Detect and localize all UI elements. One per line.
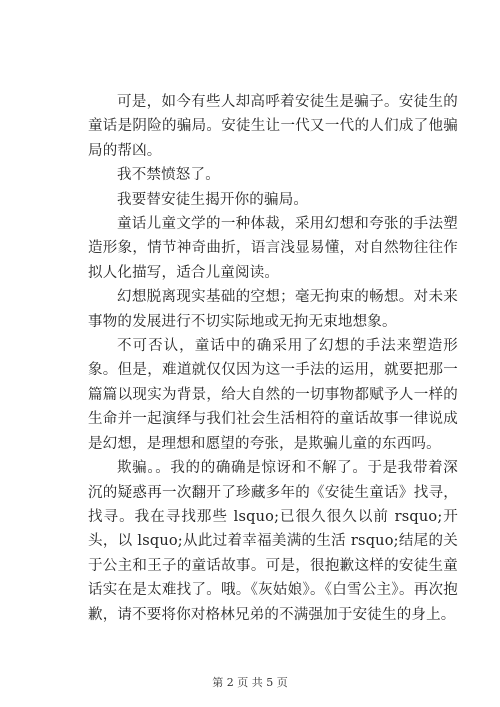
- page-number-footer: 第 2 页 共 5 页: [212, 676, 288, 689]
- paragraph-resolve: 我要替安徒生揭开你的骗局。: [117, 191, 309, 208]
- paragraph-anger: 我不禁愤怒了。: [117, 167, 220, 184]
- paragraph-fairy-tale-definition: 童话儿童文学的一种体裁，采用幻想和夸张的手法塑造形象，情节神奇曲折，语言浅显易懂，对自然物往往作拟人化描写，适合儿童阅读。: [88, 216, 458, 281]
- paragraph-accusation: 可是，如今有些人却高呼着安徒生是骗子。安徒生的童话是阴险的骗局。安徒生让一代又一代的人们成了他骗局的帮凶。: [88, 94, 458, 159]
- paragraph-argument: 不可否认，童话中的确采用了幻想的手法来塑造形象。但是，难道就仅仅因为这一手法的运用，就要把那一篇篇以现实为背景，给大自然的一切事物都赋予人一样的生命并一起演绎与我们社会生活相符的童话故事一律说成是幻想，是理想和愿望的夸张，是欺骗儿童的东西吗。: [88, 338, 458, 452]
- document-body: [88, 90, 458, 627]
- paragraph-fantasy-definition: 幻想脱离现实基础的空想；毫无拘束的畅想。对未来事物的发展进行不切实际地或无拘无束地想象。: [88, 289, 458, 330]
- paragraph-search: 欺骗。。我的的确确是惊讶和不解了。于是我带着深沉的疑惑再一次翻开了珍藏多年的《安徒生童话》找寻，找寻。我在寻找那些 lsquo;已很久很久以前 rsquo;开头，以 lsquo;从此过着幸福美满的生活 rsquo;结尾的关于公主和王子的童话故事。可是，很抱歉这样的安徒生童话实在是太难找了。哦。《灰姑娘》。《白雪公主》。再次抱歉，请不要将你对格林兄弟的不满强加于安徒生的身上。: [88, 460, 458, 623]
